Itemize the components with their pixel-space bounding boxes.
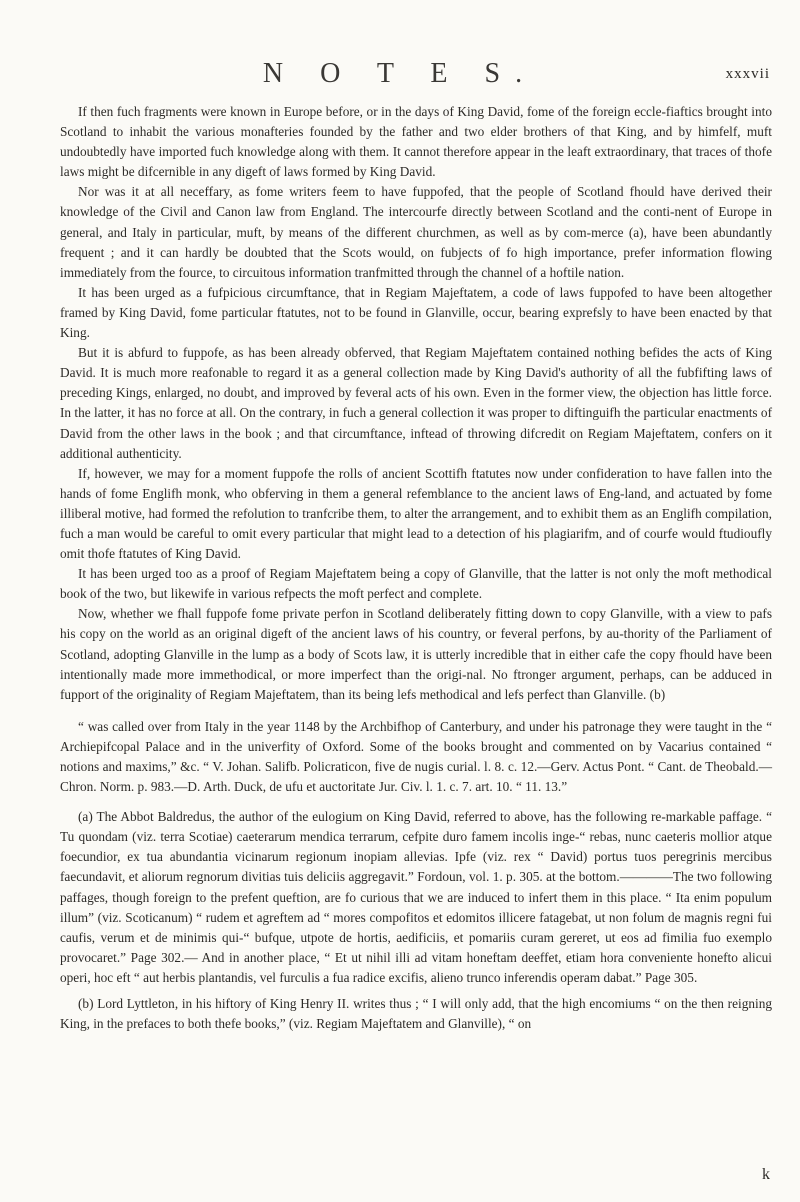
footnote-b: (b) Lord Lyttleton, in his hiftory of King Henry II. writes thus ; “ I will only add, that the high encomiums “ on the then reigning King, in the prefaces to both thefe books,” (viz. Regiam Majeftatem and Glanville), “ on bbox=[60, 996, 772, 1032]
paragraph-6: It has been urged too as a proof of Regiam Majeftatem being a copy of Glanville, that the latter is not only the moft methodical book of the two, but likewife in various refpects the moft perfect and complete. bbox=[60, 566, 772, 602]
paragraph-2: Nor was it at all neceffary, as fome writers feem to have fuppofed, that the people of Scotland fhould have derived their knowledge of the Civil and Canon law from England. The intercourfe directly between Scotland and the conti-nent of Europe in general, and Italy in particular, muft, by means of the different churchmen, as well as by com-merce (a), have been abundantly frequent ; and it can hardly be doubted that the Scots would, on fubjects of fo high importance, prefer information flowing immediately from the fource, to circuitous information tranfmitted through the channel of a hoftile nation. bbox=[60, 184, 772, 280]
page-body bbox=[60, 102, 772, 1040]
quoted-footnote-continuation: “ was called over from Italy in the year 1148 by the Archbifhop of Canterbury, and under his patronage they were taught in the “ Archiepifcopal Palace and in the univerfity of Oxford. Some of the books brought and commented on by Vacarius contained “ notions and maxims,” &c. “ V. Johan. Salifb. Policraticon, five de nugis curial. l. 8. c. 12.—Gerv. Actus Pont. “ Cant. de Theobald.—Chron. Norm. p. 983.—D. Arth. Duck, de ufu et auctoritate Jur. Civ. l. 1. c. 7. art. 10. “ 11. 13.” bbox=[60, 718, 772, 795]
paragraph-1: If then fuch fragments were known in Europe before, or in the days of King David, fome of the foreign eccle-fiaftics brought into Scotland to inhabit the various monafteries founded by the father and two elder brothers of that King, and by himfelf, muft undoubtedly have imported fuch knowledge along with them. It cannot therefore appear in the leaft extraordinary, that traces of thofe laws might be difcernible in any digeft of laws formed by King David. bbox=[60, 104, 772, 180]
paragraph-3: It has been urged as a fufpicious circumftance, that in Regiam Majeftatem, a code of laws fuppofed to have been altogether framed by King David, fome particular ftatutes, not to be found in Glanville, occur, bearing exprefsly to have been enacted by that King. bbox=[60, 284, 772, 341]
page-number: xxxvii bbox=[725, 66, 770, 82]
paragraph-5: If, however, we may for a moment fuppofe the rolls of ancient Scottifh ftatutes now under confideration to have fallen into the hands of fome Englifh monk, who obferving in them a general refemblance to the ancient laws of Eng-land, and actuated by fome illiberal motive, had formed the refolution to tranfcribe them, to alter the arrangement, and to exhibit them as an Englifh compilation, fuch a man would be careful to omit every particular that might lead to a detection of his plagiarifm, and of courfe would ftudioufly omit thofe ftatutes of King David. bbox=[60, 465, 772, 562]
footnote-a: (a) The Abbot Baldredus, the author of the eulogium on King David, referred to above, has the following re-markable paffage. “ Tu quondam (viz. terra Scotiae) caeterarum mendica terrarum, cefpite duro famem incolis inge-“ rebas, nunc caeteris mollior atque foecundior, ex tua abundantia vicinarum regionum inopiam allevias. Ipfe (viz. rex “ David) portus tuos peregrinis mercibus faecundavit, et aliorum regnorum divitias tuis deliciis aggregavit.” Fordoun, vol. 1. p. 305. at the bottom.————The two following paffages, though foreign to the prefent queftion, are fo curious that we are induced to infert them in this place. “ Ita enim populum illum” (viz. Scoticanum) “ rudem et agreftem ad “ mores compofitos et edomitos illicere fatagebat, ut non folum de magnis regni fui caufis, verum et de minimis qui-“ bufque, utpote de hortis, aedificiis, et pomariis curam gereret, ut eos ad fimilia fuo exemplo provocaret.” Page 302.— And in another place, “ Et ut nihil illi ad vitam honeftam deeffet, etiam hora conveniente honefto alicui operi, hoc eft “ aut herbis plantandis, vel furculis a fua radice excifis, alieno trunco inferendis operam dabat.” Page 305. bbox=[60, 809, 772, 985]
catchword: k bbox=[762, 1166, 770, 1183]
paragraph-7: Now, whether we fhall fuppofe fome private perfon in Scotland deliberately fitting down to copy Glanville, with a view to pafs his copy on the world as an original digeft of the ancient laws of his country, or feveral perfons, by au-thority of the Parliament of Scotland, adopting Glanville in the lump as a body of Scots law, it is utterly incredible that in either cafe the copy fhould have been intentionally made more immethodical, or more imperfect than the origi-nal. No ftronger argument, perhaps, can be adduced in fupport of the originality of Regiam Majeftatem, than its being lefs methodical and lefs perfect than Glanville. (b) bbox=[60, 606, 772, 702]
running-title: N O T E S. bbox=[262, 58, 538, 89]
page-header bbox=[0, 0, 800, 100]
footnotes bbox=[60, 807, 772, 1034]
paragraph-4: But it is abfurd to fuppofe, as has been already obferved, that Regiam Majeftatem contained nothing befides the acts of King David. It is much more reafonable to regard it as a general collection made by King David's authority of all the fubfifting laws of preceding Kings, enlarged, no doubt, and improved by feveral acts of his own. Even in the former view, the objection has little force. In the latter, it has no force at all. On the contrary, in fuch a general collection it was proper to diftinguifh the particular enactments of David from the other laws in the book ; and that circumftance, inftead of throwing difcredit on Regiam Majeftatem, confers on it additional authenticity. bbox=[60, 345, 772, 461]
